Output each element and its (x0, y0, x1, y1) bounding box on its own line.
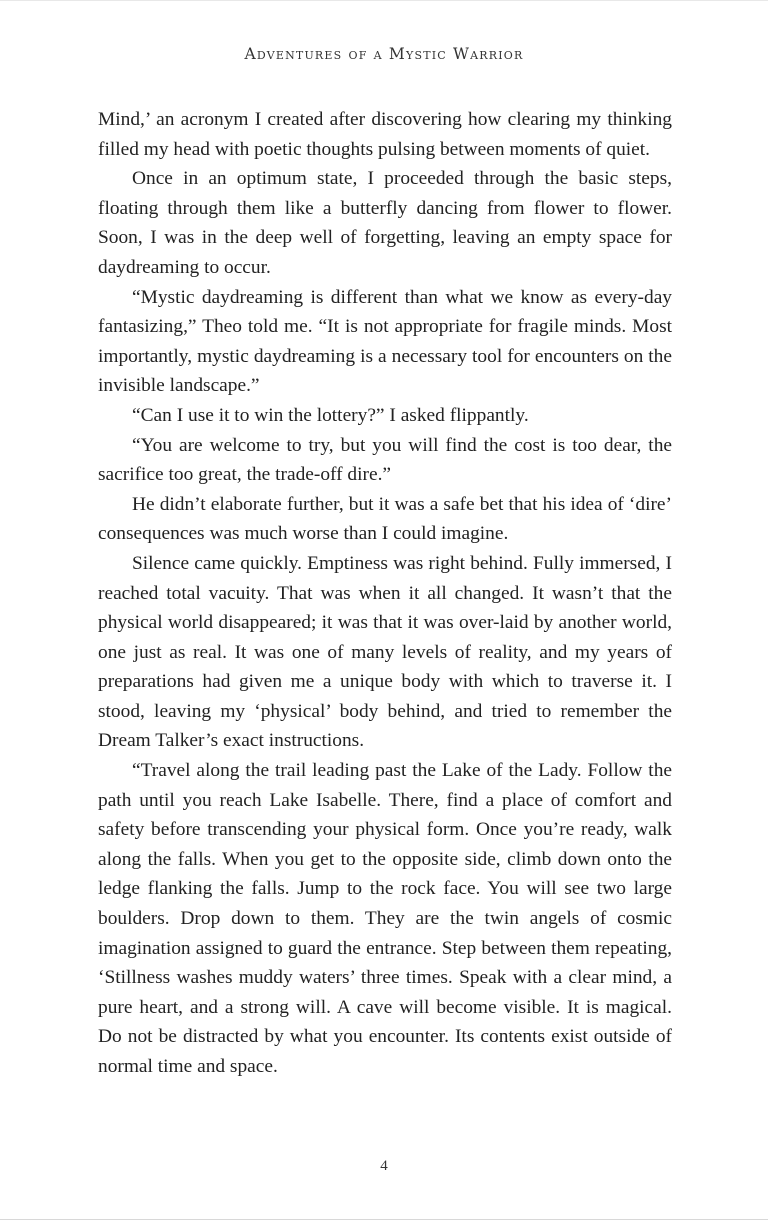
paragraph: Once in an optimum state, I proceeded through the basic steps, floating through them like a butterfly dancing from flower to flower. Soon, I was in the deep well of forgetting, leaving an empty space for daydreaming to occur. (98, 168, 672, 278)
paragraph: “Travel along the trail leading past the Lake of the Lady. Follow the path until you reach Lake Isabelle. There, find a place of comfort and safety before transcending your physical form. Once you’re ready, walk along the falls. When you get to the opposite side, climb down onto the ledge flanking the falls. Jump to the rock face. You will see two large boulders. Drop down to them. They are the twin angels of cosmic imagination assigned to guard the entrance. Step between them repeating, ‘Stillness washes muddy waters’ three times. Speak with a clear mind, a pure heart, and a strong will. A cave will become visible. It is magical. Do not be distracted by what you encounter. Its contents exist outside of normal time and space. (98, 760, 672, 1077)
page-number: 4 (380, 1158, 388, 1174)
paragraph: “Mystic daydreaming is different than what we know as every-day fantasizing,” Theo told me. “It is not appropriate for fragile minds. Most importantly, mystic daydreaming is a necessary tool for encounters on the invisible landscape.” (98, 286, 672, 397)
body-text (98, 105, 672, 1082)
paragraph: Mind,’ an acronym I created after discovering how clearing my thinking filled my head with poetic thoughts pulsing between moments of quiet. (98, 109, 672, 160)
paragraph: “You are welcome to try, but you will find the cost is too dear, the sacrifice too great, the trade-off dire.” (98, 434, 672, 486)
paragraph: Silence came quickly. Emptiness was right behind. Fully immersed, I reached total vacuity. That was when it all changed. It wasn’t that the physical world disappeared; it was that it was over-laid by another world, one just as real. It was one of many levels of reality, and my years of preparations had given me a unique body with which to traverse it. I stood, leaving my ‘physical’ body behind, and tried to remember the Dream Talker’s exact instructions. (98, 552, 672, 752)
paragraph: “Can I use it to win the lottery?” I asked flippantly. (132, 404, 529, 426)
running-head: Adventures of a Mystic Warrior (244, 45, 524, 63)
paragraph: He didn’t elaborate further, but it was a safe bet that his idea of ‘dire’ consequences was much worse than I could imagine. (98, 493, 672, 545)
